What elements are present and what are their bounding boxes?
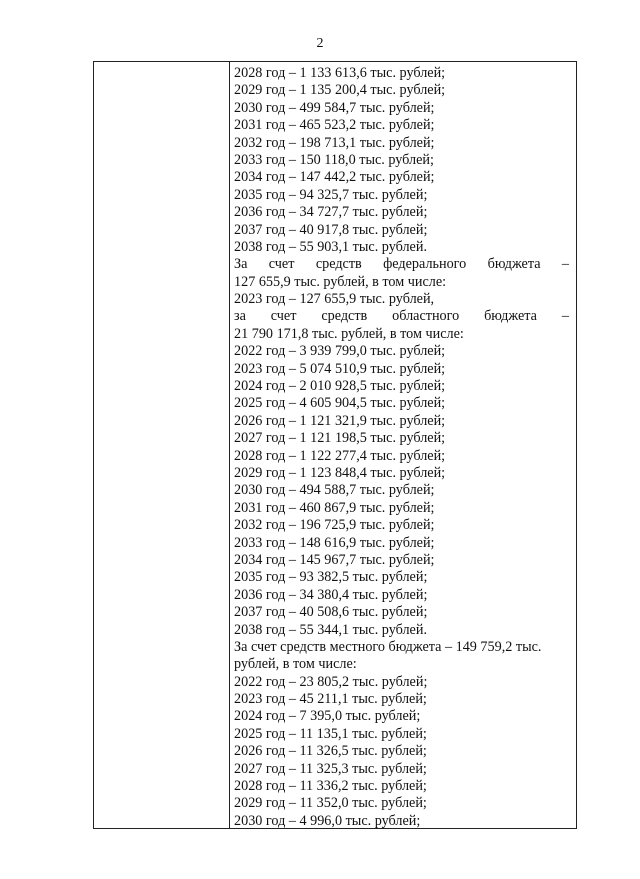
funding-line: 2023 год – 45 211,1 тыс. рублей; bbox=[234, 691, 427, 708]
funding-line: 2030 год – 499 584,7 тыс. рублей; bbox=[234, 99, 435, 116]
funding-line: 2029 год – 1 135 200,4 тыс. рублей; bbox=[234, 82, 446, 99]
funding-line: 2024 год – 2 010 928,5 тыс. рублей; bbox=[234, 378, 446, 395]
funding-line: 2031 год – 465 523,2 тыс. рублей; bbox=[234, 117, 435, 134]
funding-line: 2027 год – 1 121 198,5 тыс. рублей; bbox=[234, 430, 446, 447]
funding-line: 2030 год – 4 996,0 тыс. рублей; bbox=[234, 812, 421, 829]
funding-details-cell bbox=[234, 65, 569, 830]
funding-line: 2024 год – 7 395,0 тыс. рублей; bbox=[234, 708, 421, 725]
funding-line: 2036 год – 34 727,7 тыс. рублей; bbox=[234, 204, 428, 221]
funding-line: 127 655,9 тыс. рублей, в том числе: bbox=[234, 273, 447, 290]
funding-line: 2036 год – 34 380,4 тыс. рублей; bbox=[234, 586, 428, 603]
funding-line: 2028 год – 11 336,2 тыс. рублей; bbox=[234, 778, 427, 795]
funding-line: 2030 год – 494 588,7 тыс. рублей; bbox=[234, 482, 435, 499]
funding-line: 2023 год – 5 074 510,9 тыс. рублей; bbox=[234, 360, 446, 377]
funding-line: 2026 год – 11 326,5 тыс. рублей; bbox=[234, 743, 427, 760]
funding-table bbox=[93, 61, 577, 829]
funding-line: 2035 год – 94 325,7 тыс. рублей; bbox=[234, 186, 428, 203]
funding-line: 2033 год – 148 616,9 тыс. рублей; bbox=[234, 534, 435, 551]
funding-line: 2025 год – 4 605 904,5 тыс. рублей; bbox=[234, 395, 446, 412]
funding-line: 2022 год – 3 939 799,0 тыс. рублей; bbox=[234, 343, 446, 360]
funding-line: 2023 год – 127 655,9 тыс. рублей, bbox=[234, 291, 435, 308]
funding-line: 2034 год – 147 442,2 тыс. рублей; bbox=[234, 169, 435, 186]
funding-line: 2034 год – 145 967,7 тыс. рублей; bbox=[234, 551, 435, 568]
funding-line: 2028 год – 1 122 277,4 тыс. рублей; bbox=[234, 447, 446, 464]
funding-line: 2031 год – 460 867,9 тыс. рублей; bbox=[234, 499, 435, 516]
funding-line: 2027 год – 11 325,3 тыс. рублей; bbox=[234, 760, 427, 777]
funding-line: 2025 год – 11 135,1 тыс. рублей; bbox=[234, 725, 427, 742]
page-number: 2 bbox=[316, 36, 324, 51]
funding-line: 21 790 171,8 тыс. рублей, в том числе: bbox=[234, 325, 464, 342]
funding-line: 2037 год – 40 917,8 тыс. рублей; bbox=[234, 221, 428, 238]
funding-line: 2038 год – 55 344,1 тыс. рублей. bbox=[234, 621, 427, 638]
funding-line: За счет средств федерального бюджета – bbox=[234, 256, 569, 273]
column-divider bbox=[229, 62, 230, 828]
funding-line: 2035 год – 93 382,5 тыс. рублей; bbox=[234, 569, 428, 586]
funding-line: 2029 год – 1 123 848,4 тыс. рублей; bbox=[234, 464, 446, 481]
funding-line: 2022 год – 23 805,2 тыс. рублей; bbox=[234, 673, 428, 690]
funding-line: За счет средств местного бюджета – 149 759,2 тыс. bbox=[234, 638, 542, 655]
funding-line: 2033 год – 150 118,0 тыс. рублей; bbox=[234, 151, 434, 168]
funding-line: 2026 год – 1 121 321,9 тыс. рублей; bbox=[234, 412, 446, 429]
funding-line: 2032 год – 198 713,1 тыс. рублей; bbox=[234, 134, 435, 151]
funding-line: 2032 год – 196 725,9 тыс. рублей; bbox=[234, 517, 435, 534]
funding-line: рублей, в том числе: bbox=[234, 656, 357, 673]
funding-line: 2028 год – 1 133 613,6 тыс. рублей; bbox=[234, 65, 446, 81]
funding-line: за счет средств областного бюджета – bbox=[234, 308, 569, 325]
funding-line: 2038 год – 55 903,1 тыс. рублей. bbox=[234, 238, 427, 255]
funding-line: 2029 год – 11 352,0 тыс. рублей; bbox=[234, 795, 427, 812]
funding-line: 2037 год – 40 508,6 тыс. рублей; bbox=[234, 604, 428, 621]
